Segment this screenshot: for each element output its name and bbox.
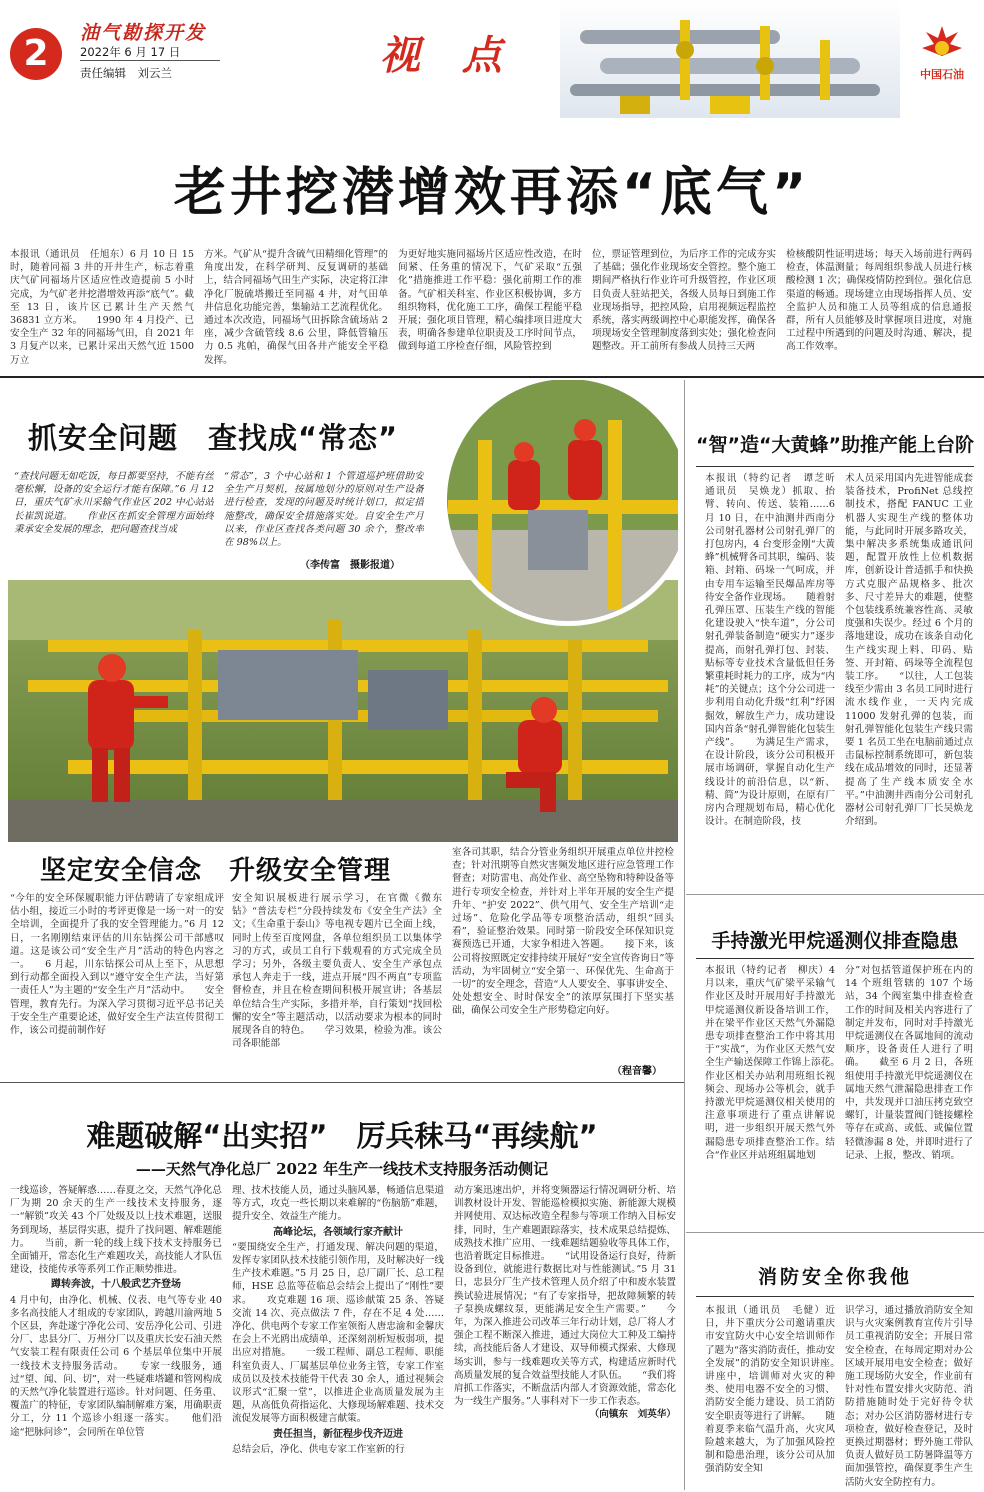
laser-headline-rule xyxy=(696,958,974,959)
safety-problem-credit: （李传富 摄影报道） xyxy=(300,560,400,571)
tech-col1-intro: 一线巡诊，答疑解惑……春夏之交，天然气净化总厂为期 20 余天的生产一线技术支持服务，逐一“解锁”攻关 43 个厂处级及以上技术难题，送服务到现场，基层得实惠，提升了找问题、解难题能力。 当前，新一轮的线上线下技术支持服务已全面铺开，常态化生产难题攻关，高技能人才队伍建设，技能传承等系列工作正顺势推进。 xyxy=(10,1185,222,1276)
lead-column-2: 方米。气矿从“提升含硫气田精细化管理”的角度出发，在科学研判、反复调研的基础上，结合同福场气田生产实际，决定将江津净化厂脱硫塔搬迁至同福 4 井，对气田单井信息化功能完善，集输站工艺流程优化。通过本次改造，同福场气田拆除含硫场站 2 座，减少含硫管线 8.6 公里，降低管输压力 0.5 兆帕，确保气田各井产能安全平稳发挥。 xyxy=(204,249,388,366)
technical-support-column-2 xyxy=(232,1184,444,1490)
laser-detector-column-2: 分”对包括管道保护班在内的 14 个班组管辖的 107 个场站，34 个阀室集中排查检查工作的时间及相关内容进行了制定并发布，同时对手持激光甲烷遥测仪在各属地间的流动顺序，设备责任人进行了明确。 截至 6 月 2 日，各班组使用手持激光甲烷遥测仪在属地天然气泄漏隐患排查工作中，共发现并口油压拷克致空螺钉，计量装置阀门链接螺栓等存在或高、或低、或偏位置轻微渗漏 8 处，并即时进行了记录、上报，整改、销项。 xyxy=(845,965,973,1161)
logo-text: 中国石油 xyxy=(920,68,964,81)
laser-detector-headline: 手持激光甲烷遥测仪排查隐患 xyxy=(711,930,959,952)
technical-support-subheadline: ——天然气净化总厂 2022 年生产一线技术支持服务活动侧记 xyxy=(135,1160,549,1178)
tech-col2-subhead-2: 责任担当，新征程步伐齐迈进 xyxy=(273,1428,403,1440)
smart-manufacturing-column-1: 本报讯（特约记者 谭芝昕 通讯员 吴焕龙）抓取、抬臂、转向、传送、装箱……6 月 10 日，在中油测井西南分公司射孔器材公司射孔弹厂的打包房内，4 台变形金刚“大黄蜂”机械臂各司其职，编码、装箱、封箱、码垛一气呵成，并由专用车运输至民爆品库房等待安全备作业现场。 随着射孔弹压罩、压装生产线的智能化建设驶入“快车道”，分公司射孔弹装备制造“硬实力”逐步提高，而射孔弹打包、封装、贴标等专业技术含量低但任务繁重耗时耗力的工序，成为“内耗”的关键点；这个分公司进一步利用自动化升级“红利”纾困掘效，解放生产力，成功建设国内首条“射孔弹智能化包装生产线”。 为满足生产需求，在设计阶段，该分公司积极开展市场调研，掌握自动化生产线设计的前沿信息，以“新、精、简”为设计原则，在原有厂房内合理规划布局，精心优化设计。在制造阶段，技 xyxy=(705,473,835,828)
tech-col3-body: 动方案迅速出炉，并将变频器运行情况调研分析、培训教材设计开发、智能巡检模拟实施、新能源大规模并网使用、双达标改造全程参与等项工作纳入目标安排，同时，生产难题跟踪落实，技术成果总结提炼、成熟技术推广应用、一线难题结题验收等具体工作，也沿着既定目标推进。 “试用设备运行良好，待新设备到位，就能进行数据比对与性能测试。”5 月 31 日，忠县分厂生产技术管理人员介绍了中和废水装置换试验进展情况；“有了专家指导，把故障频繁的转子泵换成螺纹泵，更能满足安全生产需要。” 今年，为深入推进公司改革三年行动计划，总厂将人才强企工程不断深入推进，通过大岗位大工种及工编持续，高技能后备人才建设、双导师模式探索、大修现场实训，参与一线难题攻关等方式，构建适应新时代高质量发展的复合效益型技能人才队伍。 “我们将肩抓工作落实，不断盘活内部人才资源效能，常态化为一线生产服务。”人事科对下一步工作表态。 xyxy=(454,1185,676,1408)
fire-safety-column-2: 识学习，通过播放消防安全知识与火灾案例教育宣传片引导员工重视消防安全；开展日常安全检查，在每周定期对办公区域开展用电安全检查；做好施工现场防火安全，作业前有针对性布置安排火灾防范、消防措施随时处于完好待令状态；对办公区消防器材进行专项检查，做好检查登记，及时更换过期器材；野外施工带队负责人做好员工防暑降温等方面加强管控，确保夏季生产生活防火安全防控有力。 xyxy=(845,1305,973,1488)
lead-column-5: 检核酸阴性证明进场；每天入场前进行两码检查，体温测量；每周组织参战人员进行核酸检测 1 次；确保疫情防控到位。强化信息渠道的畅通。现场建立由现场指挥人员、安全监护人员和施工人员等组成的信息通报群，所有人员能够及时掌握项目进度，对施工过程中所遇到的问题及时沟通、解决，提高工作效率。 xyxy=(786,249,972,353)
lead-column-4: 位，票证管理到位，为后序工作的完成夯实了基础；强化作业现场安全管控。整个施工期间严格执行作业许可升级管控，作业区项目负责人驻站把关，各级人员每日到施工作业现场指导，把控风险，启用视频远程监控系统，落实两级调控中心职能发挥，确保各项现场安全管理制度落到实处；强化检查问题整改。开工前所有参战人员持三天两 xyxy=(592,249,776,353)
safety-belief-column-2: 安全知识展板进行展示学习，在官微《微东钻》“普法专栏”分段持续发布《安全生产法》全文；《生命重于泰山》等电视专题片已全面上线，同时上传至百度网盘，各单位组织员工以集体学习的方式，或员工自行下载观看的方式完成全员学习；另外，各级主要负责人、安全生产承包点承包人奔走于一线，进点开展“四不两直”专项监督检查，并且在检查期间积极开展宣讲；各基层单位结合生产实际，多措并举，自行策划“找回松懈的安全”等主题活动，以活动要求为根本的同时展现各自的特色。 学习效果，检验为准。该公司各职能部 xyxy=(232,893,442,1050)
issue-date: 2022年 6 月 17 日 xyxy=(80,45,181,59)
technical-support-column-1 xyxy=(10,1184,222,1490)
safety-belief-headline: 坚定安全信念 升级安全管理 xyxy=(40,856,392,886)
tech-col2-body: “要围绕安全生产，打通发现、解决问题的渠道，发挥专家团队技术技能引领作用，及时解决好一线生产技术难题。”5 月 25 日，总厂副厂长、总工程师，HSE 总监等莅临总会结会上提出了“刚性”要求。 攻克难题 16 项、巡诊献策 25 条、答疑交流 14 次、亮点做法 7 件，存在不足 4 处……净化、供电两个专家工作室领衔人唐忠渝和金馨庆在会上不光鸥出成绩单，还深刻剖析短板弱项，提出应对措施。 一级工程师、副总工程师、职能科室负责人、厂属基层单位业务主管，专家工作室成员以及技术技能骨干代表 30 余人，通过视频会议形式“汇聚一堂”，以推进企业高质量发展为主题，从高低负荷指运化、大修现场解难题、技术交流促发展等方面积极建言献策。 xyxy=(232,1241,444,1425)
petrochina-logo-icon xyxy=(920,22,964,62)
smart-bottom-rule xyxy=(686,894,984,895)
column-title: 视 点 xyxy=(380,33,516,79)
tech-col1-subhead: 蹲转奔波，十八般武艺齐登场 xyxy=(51,1279,181,1291)
safety-problem-headline: 抓安全问题 查找成“常态” xyxy=(28,421,399,455)
tech-col2-tail: 总结会后，净化、供电专家工作室新的行 xyxy=(232,1443,405,1455)
tech-col2-subhead: 高峰论坛，各领域行家齐献计 xyxy=(273,1226,403,1238)
technical-support-headline: 难题破解“出实招” 厉兵秣马“再续航” xyxy=(86,1119,598,1153)
laser-detector-column-1: 本报讯（特约记者 柳庆）4 月以来，重庆气矿梁平采输气作业区及时开展用好手持激光甲烷遥测仪新设备培训工作，并在梁平作业区天然气外漏隐患专项排查整治工作中将其用于“实战”，为作业区天然气安全生产输送保障工作锦上添花。 作业区相关办站利用班组长视频会、现场办公等机会，就手持激光甲烷遥测仪相关使用的注意事项进行了重点讲解说明，进一步组织开展天然气外漏隐患专项排查整治工作。结合“作业区并站班组属地划 xyxy=(705,965,835,1161)
safety-belief-credit: （程音馨） xyxy=(612,1066,662,1077)
masthead xyxy=(0,0,984,118)
fire-headline-rule xyxy=(696,1296,974,1297)
fire-safety-headline: 消防安全你我他 xyxy=(757,1266,912,1288)
masthead-divider xyxy=(80,60,220,61)
lead-column-3: 为更好地实施同福场片区适应性改造，在时间紧、任务重的情况下，气矿采取“五强化”措施推进工作平稳：强化前期工作的准备。气矿相关科室、作业区积极协调，多方组织物料，优化施工工序，确保工程能平稳开展；强化项目管理，精心编排项目进度大表，明确各参建单位职责及工序时间节点，做到每道工序检查仔细，风险管控到 xyxy=(398,249,582,353)
editor-credit: 责任编辑 刘云兰 xyxy=(80,66,172,80)
tech-col2-intro: 理、技术技能人员，通过头脑风暴，畅通信息渠道等方式，攻克一些长期以来难解的“伤脑筋”难题，提升安全、效益生产能力。 xyxy=(232,1185,444,1223)
smart-manufacturing-column-2: 术人员采用国内先进智能成套装备技术，ProfiNet 总线控制技术，搭配 FANUC 工业机器人实现生产线的整体功能，与此同时开展多路攻关，集中解决多系统集成通讯问题，配置开放性上位机数据库，创新设计普适抓手和快换方式克服产品规格多、批次多、尺寸差异大的难题，使整个包装线系统兼容性高、灵敏度强和失误少。经过 6 个月的落地建设，成功在该条自动化生产线实现上料、印码、贴签、开封箱、码垛等全流程包装工序。 “以往，人工包装线至少需由 3 名员工同时进行流水线作业，一天内完成 11000 发射孔弹的包装，而射孔弹智能化包装生产线只需要 1 名员工坐在电脑前通过点击鼠标控制系统即可，新包装线在成品增效的同时，还显著提高了生产线本质安全水平。”中油测井西南分公司射孔器材公司射孔弹厂厂长吴焕龙介绍到。 xyxy=(845,473,973,828)
lead-column-1: 本报讯（通讯员 任旭东）6 月 10 日 15 时，随着同福 3 井的开井生产，标志着重庆气矿同福场片区适应性改造提前 5 小时完成，为气矿老井挖潜增效再添“底气”。截至 13 日，该片区已累计生产天然气 36831 立方米。 1990 年 4 月投产、已安全生产 32 年的同福场气田，自 2021 年 3 月复产以来，已累计采出天然气近 1500 万立 xyxy=(10,249,194,366)
smart-manufacturing-headline: “智”造“大黄蜂”助推产能上台阶 xyxy=(696,434,974,456)
laser-bottom-rule xyxy=(686,1232,984,1233)
smart-headline-rule xyxy=(696,466,974,467)
technical-support-credit: （向镇东 刘英华） xyxy=(589,1409,676,1421)
pipeline-banner-image xyxy=(560,0,900,118)
company-logo xyxy=(912,22,972,96)
lead-headline: 老井挖潜增效再添“底气” xyxy=(173,163,811,223)
safety-problem-column-2: “常态”，3 个中心站和 1 个管道巡护班借助安全生产月契机，按属地划分的原则对生产设备进行检查，发现的问题及时统计划口，拟定措施整改，确保安全措施落实处。自安全生产月以来，作业区查找各类问题 30 余个，整改率在 98%以上。 xyxy=(224,471,424,549)
lead-bottom-rule xyxy=(0,376,984,378)
technical-support-column-3 xyxy=(454,1184,676,1490)
right-column-divider xyxy=(684,380,685,1490)
section-name: 油气勘探开发 xyxy=(80,22,207,44)
safety-belief-column-1: “今年的安全环保履职能力评估聘请了专家组成评估小组，接近三小时的考评更像是一场一对一的安全培训，全面提升了我的安全管理能力。”6 月 12 日，一名刚刚结束评估的川东钻探公司干部感叹道。这是该公司“安全生产月”活动的特色内容之一。 6 月起，川东钻探公司从上至下，从思想到行动都全面投入到以“遵守安全生产法，当好第一责任人”为主题的“安全生产月”活动中。 安全管理，教育先行。为深入学习贯彻习近平总书记关于安全生产重要论述，做好安全生产法宣传贯彻工作，该公司提前制作好 xyxy=(10,893,224,1037)
page-number-badge: 2 xyxy=(10,28,62,80)
tech-col1-body: 4 月中旬，由净化、机械、仪表、电气等专业 40 多名高技能人才组成的专家团队，跨越川渝两地 5 个区县，奔赴遂宁净化公司、安岳净化公司、引进分厂、忠县分厂、万州分厂以及重庆长安石油天然气安装工程有限责任公司 6 个基层单位集中开展一线技术支持服务活动。 专家一线服务，通过“望、闻、问、切”，对一些疑难塔罐和管网构成的天然气净化装置进行巡诊。针对问题、任务重、覆盖广的特征，专家团队编制解难方案，用确职责分工，分 11 个巡诊小组逐一落实。 他们沿途“把脉问诊”，会同所在单位管 xyxy=(10,1294,222,1438)
safety-problem-column-1: “查找问题无如吃饭，每日都要坚持，不能有丝毫松懈，设备的安全运行才能有保障。”6 月 12 日，重庆气矿永川采输气作业区 202 中心站站长崔凯说道。 作业区在抓安全管理方面始终秉承安全发展的理念，把问题查找当成 xyxy=(14,471,214,535)
fire-safety-column-1: 本报讯（通讯员 毛健）近日，井下重庆分公司邀请重庆市安宜防火中心安全培训师作了题为“落实消防责任，推动安全发展”的消防安全知识讲座。 讲座中，培训师对火灾的种类、使用电器不安全的习惯、消防安全能力建设、员工消防安全职责等进行了讲解。 随着夏季来临气温升高，火灾风险越来越大，为了加强风险控制和隐患治理，该分公司从加强消防安全知 xyxy=(705,1305,835,1475)
safety-belief-column-3: 室各司其职，结合分管业务组织开展重点单位井控检查；针对汛期等自然灾害频发地区进行应急管理工作督查；对防雷电、高处作业、高空坠物和特种设备等进行专项安全检查，并针对上半年开展的安全生产提升年、“护安 2022”、供气用气、安全生产培训“走过场”、危险化学品等专项整治活动，组织“回头看”，验证整治效果。同时第一阶段安全环保知识竞赛预选已开通，大家争相进入答题。 接下来，该公司将按照既定安排持续开展好“安全宣传咨询日”等活动，为牢固树立“安全第一、环保优先、生命高于一切”的安全理念，营造“人人要安全、事事讲安全、处处想安全、时时保安全”的浓厚氛围打下坚实基础，确保公司安全生产形势稳定向好。 xyxy=(452,847,674,1017)
safety-belief-bottom-rule xyxy=(0,1082,684,1083)
